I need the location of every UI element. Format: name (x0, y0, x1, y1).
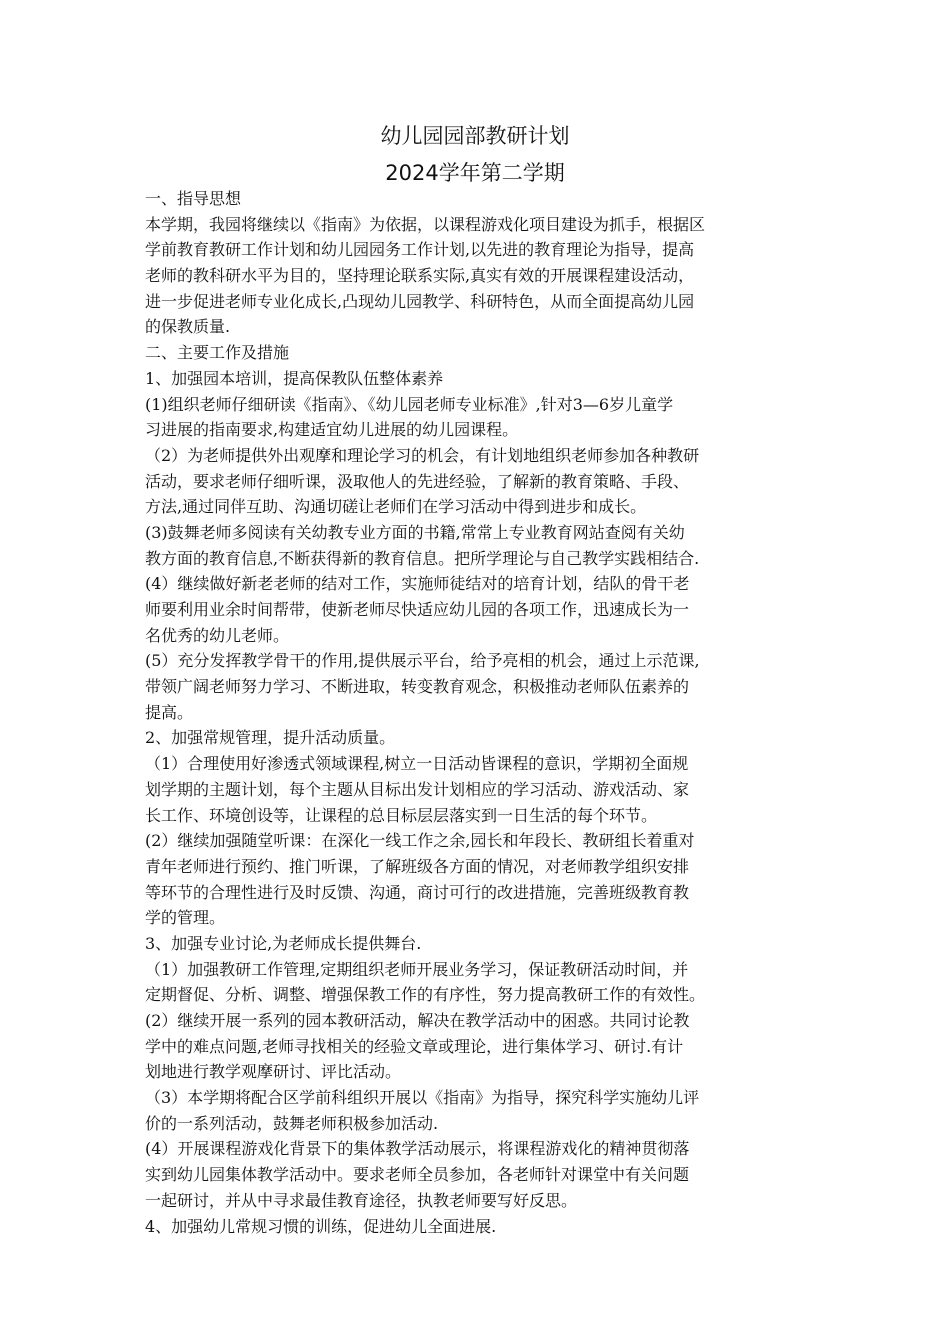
body-line: 提高。 (145, 702, 194, 722)
body-line: 一、指导思想 (145, 189, 242, 208)
body-line: (1)组织老师仔细研读《指南》、《幼儿园老师专业标准》,针对3—6岁儿童学 (145, 394, 674, 414)
body-line: (5）充分发挥教学骨干的作用,提供展示平台，给予亮相的机会，通过上示范课, (145, 651, 700, 671)
body-line: 划学期的主题计划，每个主题从目标出发计划相应的学习活动、游戏活动、家 (145, 779, 690, 799)
body-line: 师要利用业余时间帮带，使新老师尽快适应幼儿园的各项工作，迅速成长为一 (145, 600, 690, 619)
body-line: (2）继续加强随堂听课：在深化一线工作之余,园长和年段长、教研组长着重对 (145, 831, 695, 851)
body-line: （3）本学期将配合区学前科组织开展以《指南》为指导，探究科学实施幼儿评 (145, 1088, 700, 1108)
body-line: （1）合理使用好渗透式领域课程,树立一日活动皆课程的意识，学期初全面规 (145, 754, 689, 774)
body-line: 一起研讨，并从中寻求最佳教育途径，执教老师要写好反思。 (145, 1190, 578, 1210)
body-line: 定期督促、分析、调整、增强保教工作的有序性，努力提高教研工作的有效性。 (145, 985, 706, 1005)
body-line: 本学期，我园将继续以《指南》为依据，以课程游戏化项目建设为抓手，根据区 (145, 214, 706, 234)
body-line: (4）开展课程游戏化背景下的集体教学活动展示，将课程游戏化的精神贯彻落 (145, 1139, 690, 1159)
body-line: 1、加强园本培训，提高保教队伍整体素养 (145, 368, 444, 388)
document-subtitle: 2024学年第二学期 (385, 161, 565, 185)
body-line: 青年老师进行预约、推门听课，了解班级各方面的情况，对老师教学组织安排 (145, 856, 690, 876)
document-title: 幼儿园园部教研计划 (380, 124, 570, 148)
body-line: 二、主要工作及措施 (145, 343, 290, 363)
body-line: 老师的教科研水平为目的，坚持理论联系实际,真实有效的开展课程建设活动， (145, 266, 695, 286)
body-line: (4）继续做好新老老师的结对工作，实施师徒结对的培育计划，结队的骨干老 (145, 574, 690, 594)
body-line: 价的一系列活动，鼓舞老师积极参加活动. (145, 1113, 439, 1133)
body-line: 进一步促进老师专业化成长,凸现幼儿园教学、科研特色，从而全面提高幼儿园 (145, 291, 695, 311)
body-line: 教方面的教育信息,不断获得新的教育信息。把所学理论与自己教学实践相结合. (145, 548, 700, 568)
body-line: 带领广阔老师努力学习、不断进取，转变教育观念，积极推动老师队伍素养的 (145, 677, 690, 697)
body-line: 等环节的合理性进行及时反馈、沟通，商讨可行的改进措施，完善班级教育教 (145, 882, 690, 902)
body-line: （2）为老师提供外出观摩和理论学习的机会，有计划地组织老师参加各种教研 (145, 445, 700, 465)
body-line: 3、加强专业讨论,为老师成长提供舞台. (145, 933, 422, 953)
body-line: 名优秀的幼儿老师。 (145, 625, 290, 645)
body-line: 活动，要求老师仔细听课，汲取他人的先进经验，了解新的教育策略、手段、 (145, 471, 690, 491)
body-line: 的保教质量. (145, 317, 231, 337)
body-line: 习进展的指南要求,构建适宜幼儿进展的幼儿园课程。 (145, 420, 519, 440)
document-body (145, 186, 815, 1239)
body-line: 实到幼儿园集体教学活动中。要求老师全员参加，各老师针对课堂中有关问题 (145, 1165, 690, 1185)
body-line: (3)鼓舞老师多阅读有关幼教专业方面的书籍,常常上专业教育网站查阅有关幼 (145, 522, 685, 542)
body-line: （1）加强教研工作管理,定期组织老师开展业务学习，保证教研活动时间，并 (145, 959, 689, 979)
body-line: 学前教育教研工作计划和幼儿园园务工作计划,以先进的教育理论为指导，提高 (145, 240, 695, 260)
body-line: (2）继续开展一系列的园本教研活动，解决在教学活动中的困惑。共同讨论教 (145, 1011, 690, 1030)
body-line: 长工作、环境创设等，让课程的总目标层层落实到一日生活的每个环节。 (145, 805, 658, 825)
body-line: 学的管理。 (145, 908, 226, 928)
body-line: 划地进行教学观摩研讨、评比活动。 (145, 1062, 402, 1082)
body-line: 4、加强幼儿常规习惯的训练，促进幼儿全面进展. (145, 1216, 497, 1236)
body-line: 2、加强常规管理，提升活动质量。 (145, 728, 396, 748)
body-line: 学中的难点问题,老师寻找相关的经验文章或理论，进行集体学习、研讨.有计 (145, 1036, 684, 1056)
body-line: 方法,通过同伴互助、沟通切磋让老师们在学习活动中得到进步和成长。 (145, 497, 647, 517)
